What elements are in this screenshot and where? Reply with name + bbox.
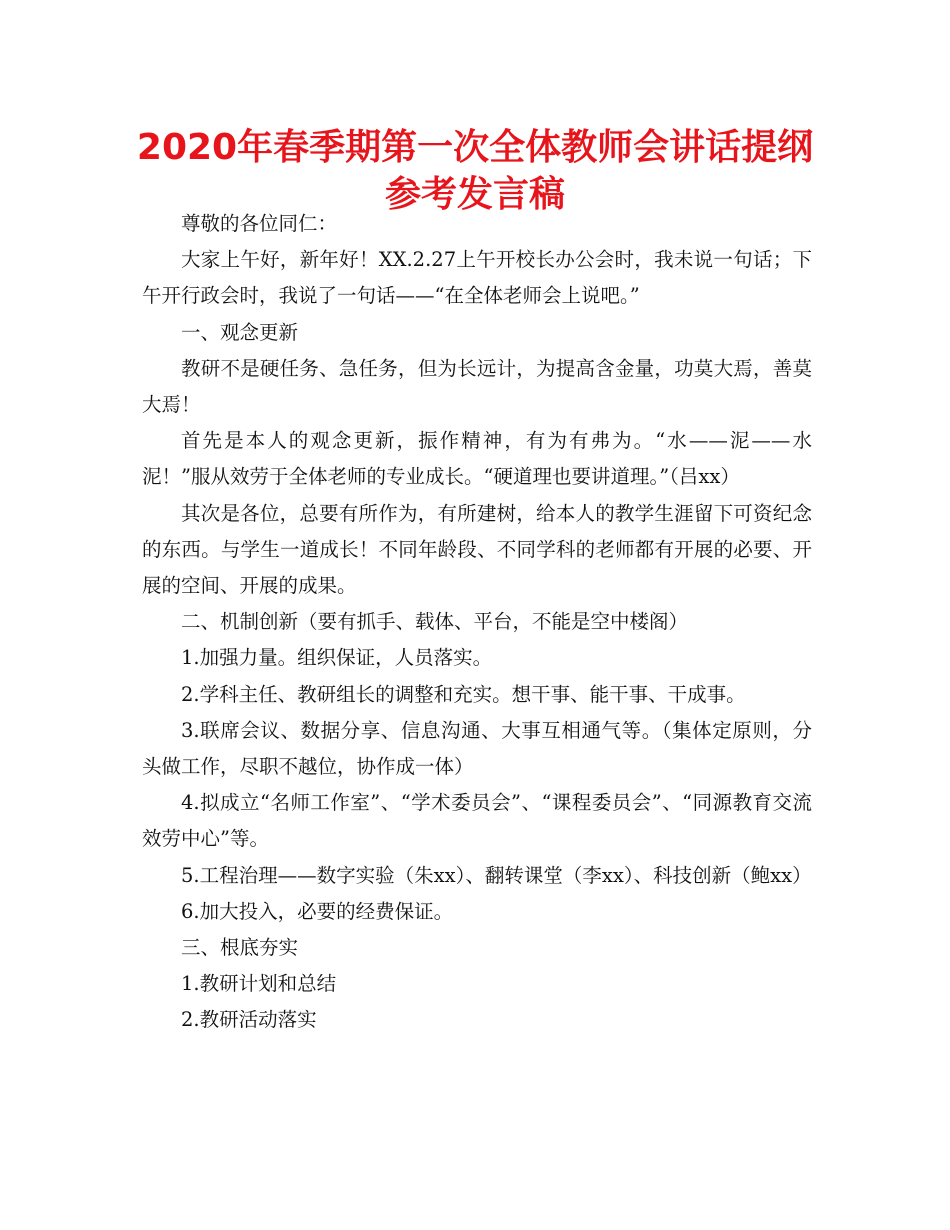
paragraph: 教研不是硬任务、急任务，但为长远计，为提高含金量，功莫大焉，善莫大焉！ <box>142 356 812 417</box>
section-heading: 二、机制创新（要有抓手、载体、平台，不能是空中楼阁） <box>181 610 689 634</box>
list-item: 2.教研活动落实 <box>181 1008 317 1032</box>
salutation: 尊敬的各位同仁： <box>181 212 338 235</box>
document-body <box>142 206 812 1039</box>
list-item: 5.工程治理——数字实验（朱xx）、翻转课堂（李xx）、科技创新（鲍xx） <box>181 863 812 887</box>
document-title-line-2: 参考发言稿 <box>384 174 565 215</box>
list-item: 6.加大投入，必要的经费保证。 <box>181 899 454 923</box>
paragraph: 其次是各位，总要有所作为，有所建树，给本人的教学生涯留下可资纪念的东西。与学生一道成长！不同年龄段、不同学科的老师都有开展的必要、开展的空间、开展的成果。 <box>142 501 812 598</box>
list-item: 1.教研计划和总结 <box>181 972 337 996</box>
list-item: 2.学科主任、教研组长的调整和充实。想干事、能干事、干成事。 <box>181 682 746 706</box>
paragraph: 大家上午好，新年好！XX.2.27上午开校长办公会时，我未说一句话；下午开行政会时，我说了一句话——“在全体老师会上说吧。” <box>142 248 812 308</box>
list-item: 4.拟成立“名师工作室”、“学术委员会”、“课程委员会”、“同源教育交流效劳中心”等。 <box>142 791 812 851</box>
section-heading: 三、根底夯实 <box>181 936 299 960</box>
paragraph: 首先是本人的观念更新，振作精神，有为有弗为。“水——泥——水泥！”服从效劳于全体老师的专业成长。“硬道理也要讲道理。”（吕xx） <box>142 429 812 489</box>
section-heading: 一、观念更新 <box>181 320 299 344</box>
document-title-line-1: 2020年春季期第一次全体教师会讲话提纲 <box>136 127 814 168</box>
list-item: 1.加强力量。组织保证，人员落实。 <box>181 646 493 670</box>
list-item: 3.联席会议、数据分享、信息沟通、大事互相通气等。（集体定原则，分头做工作，尽职不越位，协作成一体） <box>142 718 812 779</box>
